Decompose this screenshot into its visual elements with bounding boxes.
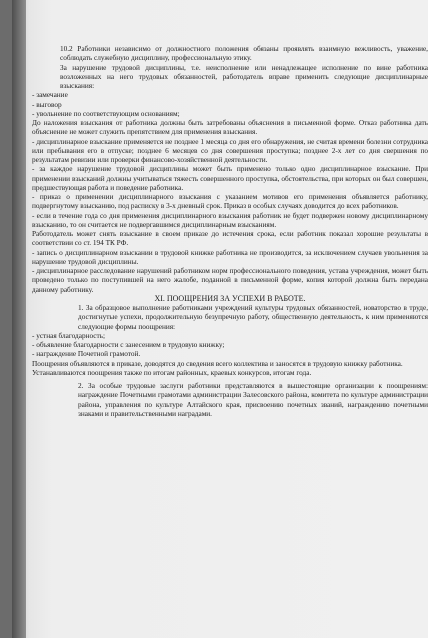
- paragraph-terms: - дисциплинарное взыскание применяется не позднее 1 месяца со дня его обнаружения, не считая времени болезни сотрудника или пребывания его в отпуске; позднее 6 месяцев со дня совершения проступка; позднее 2-х лет со дня свершения по результатам ревизии или проверки финансово-хозяйственной деятельности.: [32, 136, 428, 164]
- document-body: [32, 44, 428, 418]
- paragraph-removal: Работодатель может снять взыскание в своем приказе до истечения срока, если работник показал хорошие результаты в соответствии со ст. 194 ТК РФ.: [32, 229, 428, 248]
- section-item-2: 2. За особые трудовые заслуги работники представляются в вышестоящие организации к поощрениям: награждение Почетными грамотами администрации Залесовского района, комитета по культуре администрации района, управления по культуре Алтайского края, присвоению почетных званий, награждению почетными знаками и правительственными наградами.: [78, 381, 428, 418]
- paragraph-order: - приказ о применении дисциплинарного взыскания с указанием мотивов его применения объявляется работнику, подвергнутому взысканию, под расписку в 3-х дневный срок. Приказ в особых случаях доводится до всех работников.: [32, 192, 428, 211]
- reward-list-item: - устная благодарность;: [32, 330, 105, 340]
- list-item-dismissal: - увольнение по соответствующим основаниям;: [32, 108, 180, 118]
- paragraph-violation: За нарушение трудовой дисциплины, т.е. неисполнение или ненадлежащее исполнение по вине работника возложенных на него трудовых обязанностей, работодатель вправе применить следующие дисциплинарные взыскания:: [60, 62, 428, 90]
- section-heading: XI. ПООЩРЕНИЯ ЗА УСПЕХИ В РАБОТЕ.: [154, 293, 306, 303]
- paragraph-rewards-contests: Устанавливаются поощрения также по итогам районных, краевых конкурсов, итогам года.: [32, 367, 312, 377]
- document-page: [12, 0, 428, 638]
- page-shadow-edge: [12, 0, 26, 638]
- paragraph-investigation: - дисциплинарное расследование нарушений работником норм профессионального поведения, устава учреждения, может быть проведено только по поступившей на него жалобе, поданной в письменной форме, копия которой должна быть передана данному работнику.: [32, 266, 428, 294]
- list-item-remark: - замечание: [32, 90, 68, 100]
- paragraph-explanations: До наложения взыскания от работника должны быть затребованы объяснения в письменной форме. Отказ работника дать объяснение не может служить препятствием для применения взыскания.: [32, 118, 428, 137]
- paragraph-rewards-announced: Поощрения объявляются в приказе, доводятся до сведения всего коллектива и заносятся в трудовую книжку работника.: [32, 358, 403, 368]
- paragraph-workbook-record: - запись о дисциплинарном взыскании в трудовой книжке работника не производится, за исключением случаев увольнения за нарушение трудовой дисциплины.: [32, 247, 428, 266]
- paragraph-10-2: 10.2 Работники независимо от должностного положения обязаны проявлять взаимную вежливость, уважение, соблюдать служебную дисциплину, профессиональную этику.: [60, 44, 428, 63]
- reward-list-item: - объявление благодарности с занесением в трудовую книжку;: [32, 340, 225, 349]
- paragraph-one-penalty: - за каждое нарушение трудовой дисциплины может быть применено только одно дисциплинарное взыскание. При применении взысканий должны учитываться тяжесть совершенного проступка, обстоятельства, при которых он был совершен, предшествующая работа и поведение работника.: [32, 164, 428, 192]
- paragraph-one-year: - если в течение года со дня применения дисциплинарного взыскания работник не будет подвержен новому дисциплинарному взысканию, то он считается не подвергавшимся дисциплинарным взысканиям.: [32, 210, 428, 229]
- list-item-reprimand: - выговор: [32, 99, 62, 109]
- reward-list-item: - награждение Почетной грамотой.: [32, 349, 141, 359]
- section-item-1: 1. За образцовое выполнение работниками учреждений культуры трудовых обязанностей, новаторство в труде, достигнутые успехи, продолжительную безупречную работу, общественную деятельность, к ним применяются следующие формы поощрения:: [78, 303, 428, 331]
